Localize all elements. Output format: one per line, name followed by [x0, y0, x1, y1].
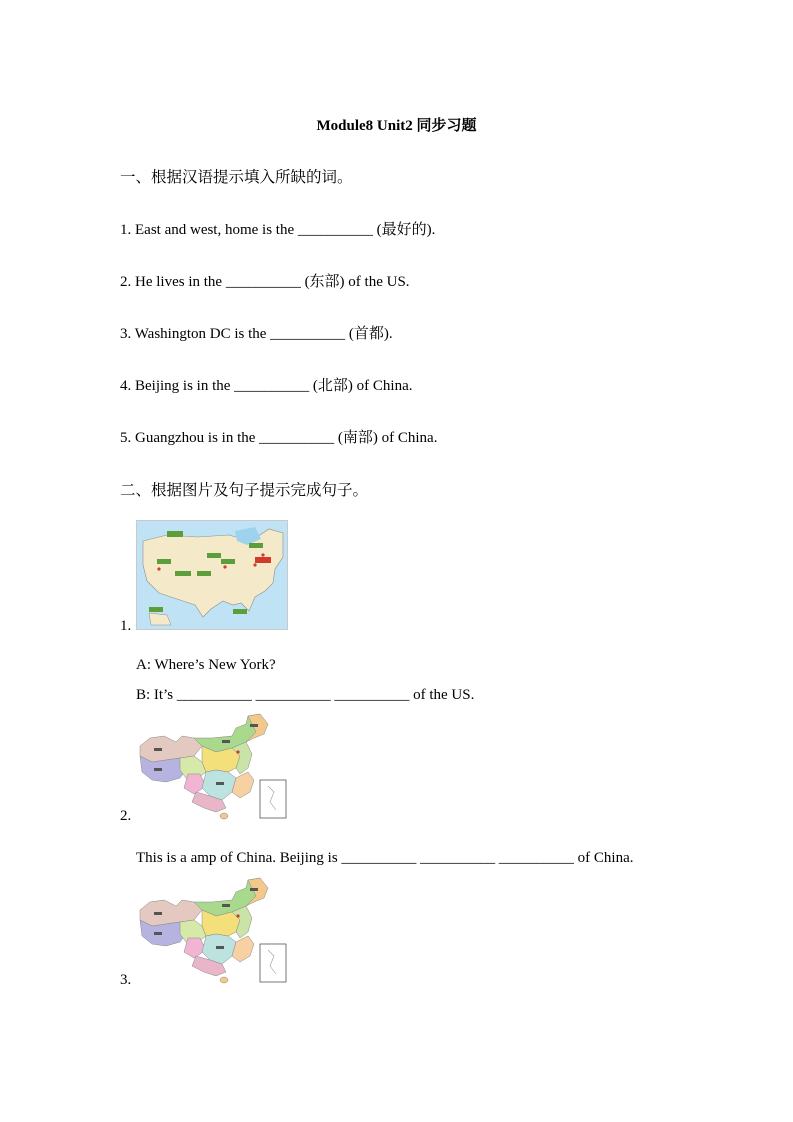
china-map-graphic	[136, 712, 288, 820]
usa-map-image	[136, 520, 288, 630]
exercise-item: 4. Beijing is in the __________ (北部) of China.	[120, 378, 413, 394]
exercise-item: 5. Guangzhou is in the __________ (南部) of China.	[120, 430, 438, 446]
exercise-item: 3. Washington DC is the __________ (首都).	[120, 326, 393, 342]
question-sentence: This is a amp of China. Beijing is __________ __________ __________ of China.	[136, 850, 634, 866]
dialogue-line-b: B: It’s __________ __________ __________ of the US.	[136, 687, 475, 703]
question-number: 3.	[120, 972, 132, 988]
section2-heading: 二、根据图片及句子提示完成句子。	[120, 481, 369, 499]
china-map-graphic	[136, 876, 288, 984]
dialogue-line-a: A: Where’s New York?	[136, 657, 276, 673]
usa-map-graphic	[137, 521, 287, 629]
china-map-image	[136, 876, 288, 984]
section1-heading: 一、根据汉语提示填入所缺的词。	[120, 168, 353, 186]
question-number: 2.	[120, 808, 132, 824]
exercise-item: 2. He lives in the __________ (东部) of the US.	[120, 274, 410, 290]
question-number: 1.	[120, 618, 132, 634]
page-title: Module8 Unit2 同步习题	[316, 118, 477, 134]
exercise-item: 1. East and west, home is the __________ (最好的).	[120, 222, 436, 238]
china-map-image	[136, 712, 288, 820]
